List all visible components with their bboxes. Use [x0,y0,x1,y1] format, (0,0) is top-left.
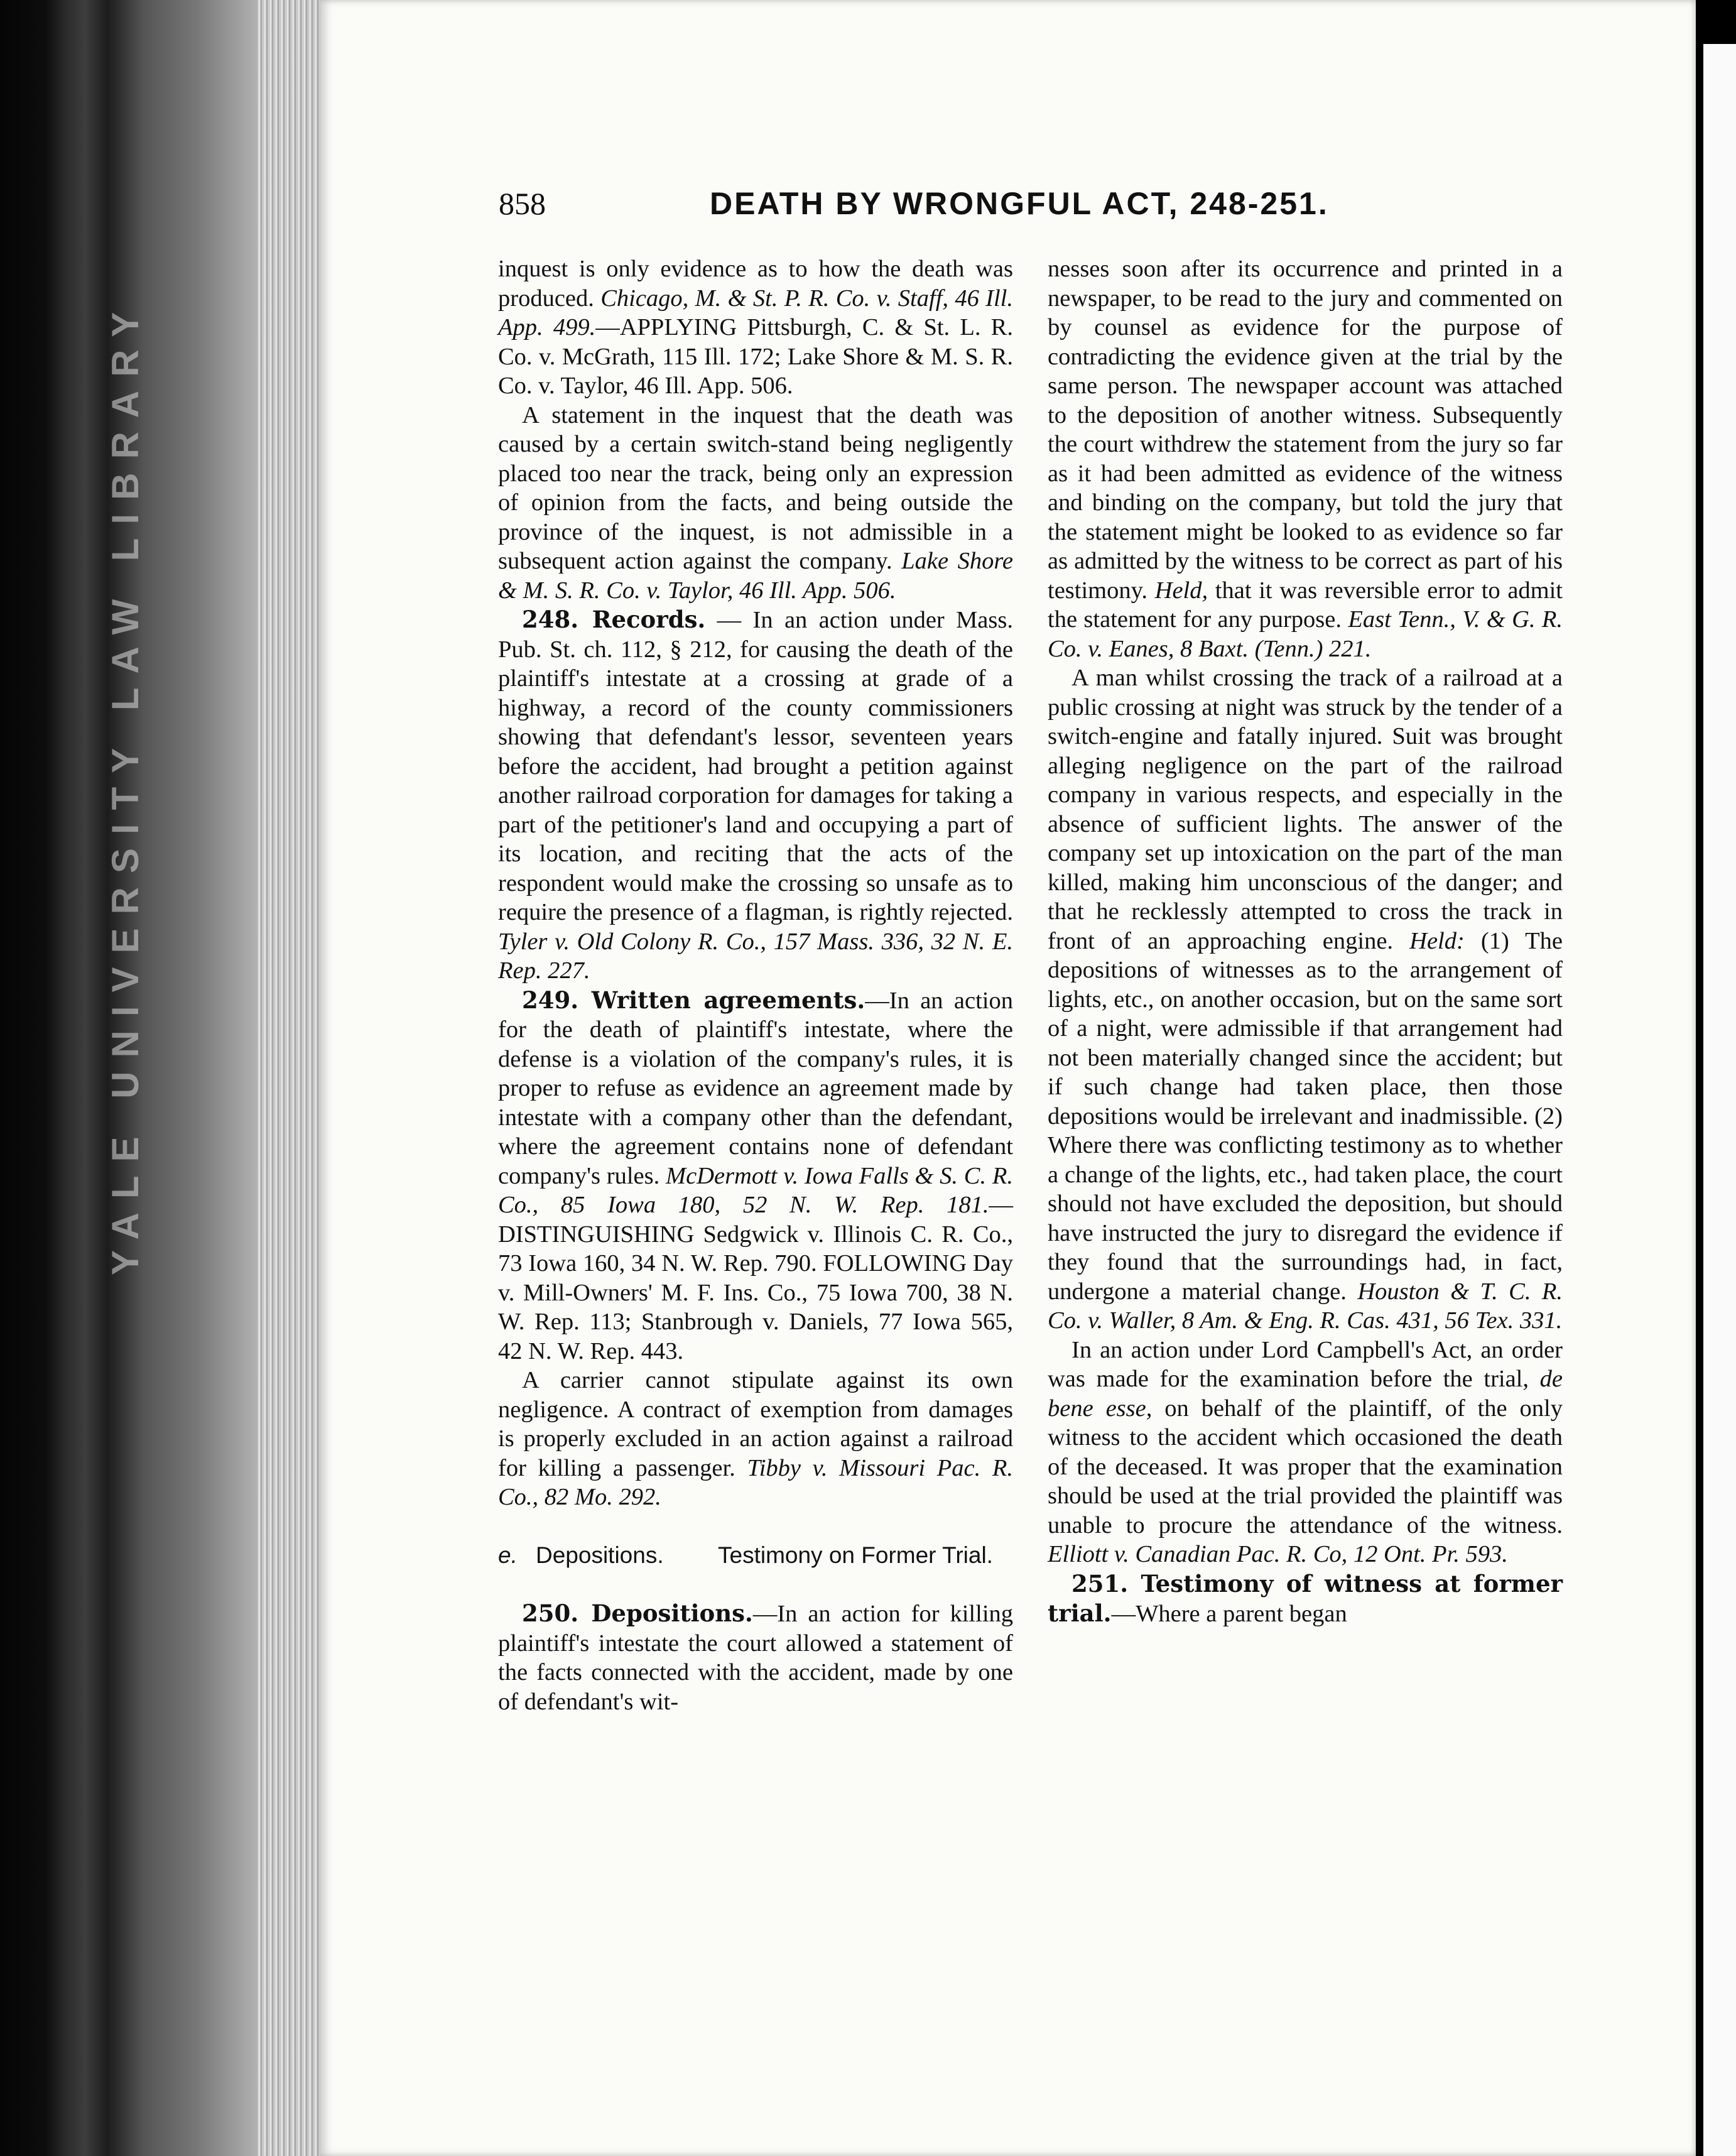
held: Held: [1409,927,1465,954]
citation: McDermott v. Iowa Falls & S. C. R. Co., 85 Iowa 180, 52 N. W. Rep. 181. [498,1162,1014,1218]
section-title: 250. Depositions. [522,1599,753,1627]
section-title: 251. Testimony of witness at former trial. [1048,1569,1563,1627]
page-edges [258,0,327,2156]
citation: Tyler v. Old Colony R. Co., 157 Mass. 336, 32 N. E. Rep. 227. [498,928,1013,984]
paragraph: nesses soon after its occurrence and printed in a newspaper, to be read to the jury and commented on by counsel as evidence for the purpose of contradicting the evidence given at the trial by the same person. The newspaper account was attached to the deposition of another witness. Subsequently the court withdrew the statement from the jury so far as it had been admitted as evidence of the witness and binding on the company, but told the jury that the statement might be looked to as evidence so far as admitted by the witness to be correct as part of his testimony. Held, that it was reversible error to admit the statement for any purpose. East Tenn., V. & G. R. Co. v. Eanes, 8 Baxt. (Tenn.) 221. [1048,256,1563,662]
latin-phrase: de bene esse, [1048,1366,1563,1422]
citation: Lake Shore & M. S. R. Co. v. Taylor, 46 Ill. App. 506. [498,548,1013,604]
section-title: 249. Written agreements. [522,986,865,1014]
paragraph: A man whilst crossing the track of a railroad at a public crossing at night was struck by the tender of a switch-engine and fatally injured. Suit was brought alleging negligence on the part of the railroad company in various respects, and especially in the absence of sufficient lights. The answer of the company set up intoxication on the part of the man killed, making him unconscious of the danger; and that he recklessly attempted to cross the track in front of an approaching engine. Held: (1) The depositions of witnesses as to the arrangement of lights, etc., on another occasion, but on the same sort of a night, were admissible if that arrangement had not been materially changed since the accident; but if such change had taken place, then those depositions would be irrelevant and inadmissible. (2) Where there was conflicting testimony as to whether a change of the lights, etc., had taken place, the court should not have excluded the deposition, but should have instructed the jury to disregard the evidence if they found that the surroundings had, in fact, undergone a material change. Houston & T. C. R. Co. v. Waller, 8 Am. & Eng. R. Cas. 431, 56 Tex. 331. [1048,665,1563,1334]
citation: Tibby v. Missouri Pac. R. Co., 82 Mo. 292. [498,1454,1014,1510]
next-page-edge [1703,44,1736,2156]
page-number: 858 [499,186,546,221]
paragraph: A carrier cannot stipulate against its own negligence. A contract of exemption from damages is properly excluded in an action against a railroad for killing a passenger. Tibby v. Missouri Pac. R. Co., 82 Mo. 292. [498,1367,1014,1510]
section-title: 248. Records. [522,606,706,633]
section-249: 249. Written agreements.—In an action for the death of plaintiff's intestate, where the defense is a violation of the company's rules, it is proper to refuse as evidence an agreement made by intestate with a company other than the defendant, where the agreement contains none of defendant company's rules. McDermott v. Iowa Falls & S. C. R. Co., 85 Iowa 180, 52 N. W. Rep. 181.—DISTINGUISHING Sedgwick v. Illinois C. R. Co., 73 Iowa 160, 34 N. W. Rep. 790. FOLLOWING Day v. Mill-Owners' M. F. Ins. Co., 75 Iowa 700, 38 N. W. Rep. 113; Stanbrough v. Daniels, 77 Iowa 565, 42 N. W. Rep. 443. [498,986,1014,1364]
left-column [498,254,1013,1716]
paragraph: A statement in the inquest that the death was caused by a certain switch-stand being negligently placed too near the track, being only an expression of opinion from the facts, and being outside the province of the inquest, is not admissible in a subsequent action against the company. Lake Shore & M. S. R. Co. v. Taylor, 46 Ill. App. 506. [498,401,1013,604]
citation: East Tenn., V. & G. R. Co. v. Eanes, 8 Baxt. (Tenn.) 221. [1048,606,1563,662]
section-250: 250. Depositions.—In an action for killing plaintiff's intestate the court allowed a statement of the facts connected with the accident, made by one of defendant's wit- [498,1599,1014,1715]
held: Held, [1154,577,1208,604]
paragraph: inquest is only evidence as to how the death was produced. Chicago, M. & St. P. R. Co. v. Staff, 46 Ill. App. 499.—APPLYING Pittsburgh, C. & St. L. R. Co. v. McGrath, 115 Ill. 172; Lake Shore & M. S. R. Co. v. Taylor, 46 Ill. App. 506. [498,256,1014,399]
citation: Houston & T. C. R. Co. v. Waller, 8 Am. & Eng. R. Cas. 431, 56 Tex. 331. [1048,1278,1563,1334]
citation: Chicago, M. & St. P. R. Co. v. Staff, 46 Ill. App. 499. [498,285,1014,340]
right-column [1048,254,1563,1629]
section-248: 248. Records. — In an action under Mass. Pub. St. ch. 112, § 212, for causing the death of the plaintiff's intestate at a crossing at grade of a highway, a record of the county commissioners showing that defendant's lessor, seventeen years before the accident, had brought a petition against another railroad corporation for damages for taking a part of the petitioner's land and occupying a part of its location, and reciting that the acts of the respondent would make the crossing so unsafe as to require the presence of a flagman, is rightly rejected. Tyler v. Old Colony R. Co., 157 Mass. 336, 32 N. E. Rep. 227. [498,606,1013,984]
subsection-heading: e. Depositions. Testimony on Former Trial. [498,1542,993,1568]
citation: Elliott v. Canadian Pac. R. Co, 12 Ont. Pr. 593. [1048,1541,1508,1567]
running-title: DEATH BY WRONGFUL ACT, 248-251. [710,186,1329,221]
spine-title: YALE UNIVERSITY LAW LIBRARY [104,298,146,1275]
paragraph: In an action under Lord Campbell's Act, an order was made for the examination before the trial, de bene esse, on behalf of the plaintiff, of the only witness to the accident which occasioned the death of the deceased. It was proper that the examination should be used at the trial provided the plaintiff was unable to procure the attendance of the witness. Elliott v. Canadian Pac. R. Co, 12 Ont. Pr. 593. [1048,1336,1563,1567]
section-251: 251. Testimony of witness at former trial.—Where a parent began [1048,1569,1563,1627]
